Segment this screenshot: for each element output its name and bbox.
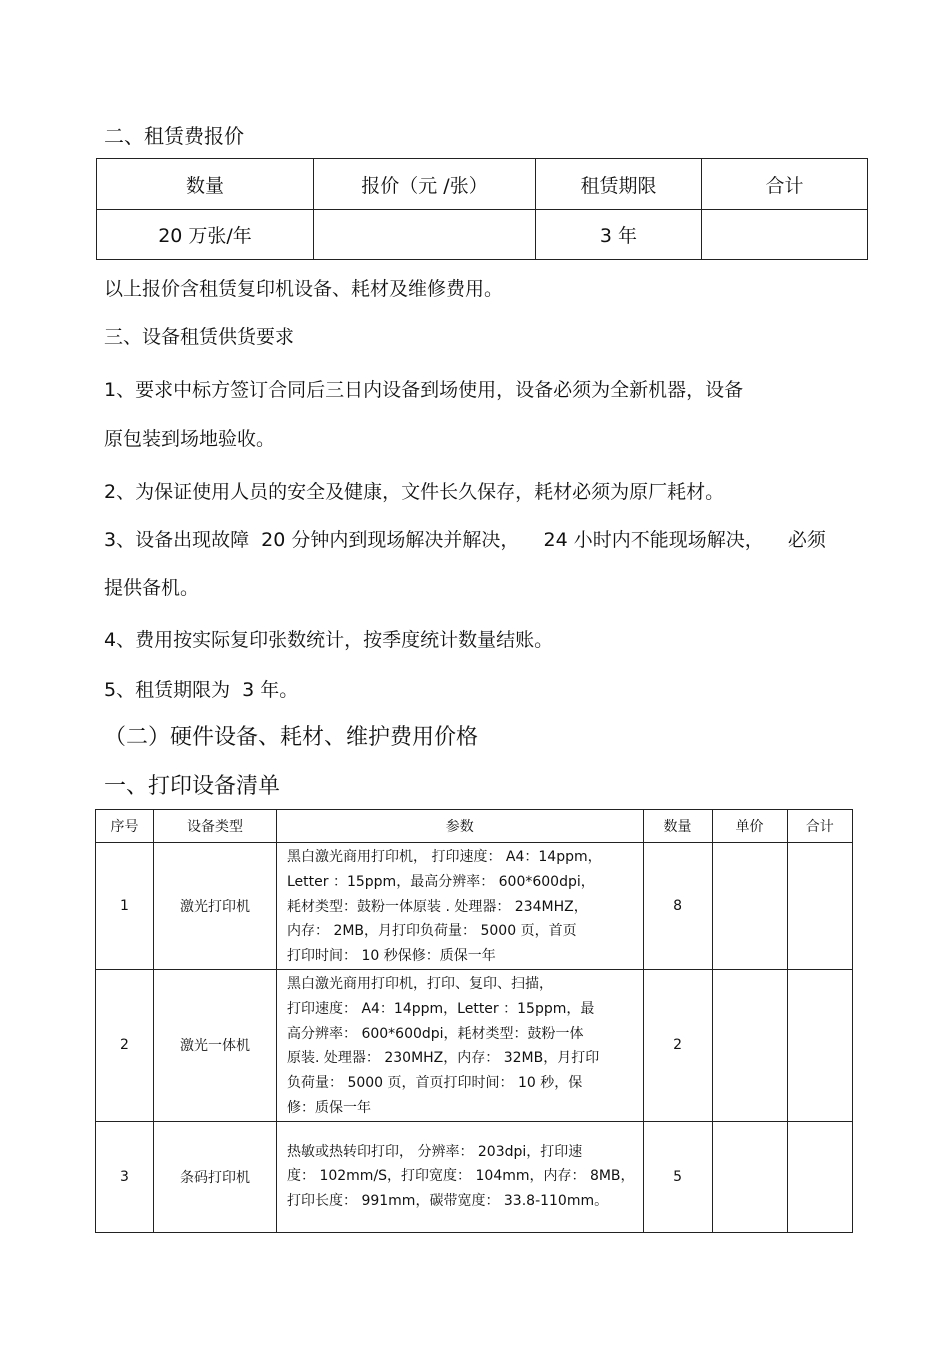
requirement-1-line-2: 原包装到场地验收。 — [104, 428, 276, 450]
cell-total — [787, 1121, 852, 1232]
param-line: 高分辨率： 600*600dpi，耗材类型：鼓粉一体 — [287, 1025, 584, 1042]
cell-total — [702, 210, 868, 260]
cell-qty: 8 — [643, 843, 712, 970]
cell-unit-price — [712, 843, 787, 970]
cell-params — [277, 969, 644, 1121]
param-line: 打印时间： 10 秒保修：质保一年 — [287, 948, 496, 965]
section-title-printer-list: 一、打印设备清单 — [104, 774, 281, 799]
param-line: 负荷量： 5000 页，首页打印时间： 10 秒，保 — [287, 1075, 583, 1092]
requirement-3-line-2: 提供备机。 — [104, 577, 200, 599]
part-title-hardware-prices: （二）硬件设备、耗材、维护费用价格 — [104, 725, 479, 750]
table-header-row — [97, 159, 868, 210]
param-line: 黑白激光商用打印机， 打印速度： A4：14ppm， — [287, 849, 602, 865]
requirement-2: 2、为保证使用人员的安全及健康，文件长久保存，耗材必须为原厂耗材。 — [104, 481, 725, 503]
cell-type: 激光一体机 — [154, 969, 277, 1121]
cell-price — [314, 210, 536, 260]
cell-qty: 5 — [643, 1121, 712, 1232]
header-cell-total: 合计 — [787, 810, 852, 843]
cell-quantity: 20 万张/年 — [97, 210, 314, 260]
cell-unit-price — [712, 969, 787, 1121]
param-line: 度： 102mm/S，打印宽度： 104mm，内存： 8MB， — [287, 1168, 635, 1185]
header-cell-params: 参数 — [277, 810, 644, 843]
param-line: 修：质保一年 — [287, 1099, 371, 1116]
cell-total — [787, 843, 852, 970]
header-cell-term: 租赁期限 — [536, 159, 702, 210]
requirement-1-line-1: 1、要求中标方签订合同后三日内设备到场使用，设备必须为全新机器，设备 — [104, 379, 744, 401]
header-cell-unit-price: 单价 — [712, 810, 787, 843]
cell-type: 激光打印机 — [154, 843, 277, 970]
param-line: 打印长度： 991mm，碳带宽度： 33.8-110mm。 — [287, 1193, 609, 1210]
table-row — [96, 969, 853, 1121]
param-line: 内存： 2MB，月打印负荷量： 5000 页，首页 — [287, 923, 577, 940]
cell-term: 3 年 — [536, 210, 702, 260]
section-title-rent-quote: 二、租赁费报价 — [104, 124, 244, 148]
table-header-row — [96, 810, 853, 843]
param-line: 原装. 处理器： 230MHZ，内存： 32MB，月打印 — [287, 1050, 600, 1067]
cell-params — [277, 1121, 644, 1232]
cell-total — [787, 969, 852, 1121]
requirement-3-line-1: 3、设备出现故障 20 分钟内到现场解决并解决， 24 小时内不能现场解决， 必须 — [104, 529, 826, 551]
header-cell-total: 合计 — [702, 159, 868, 210]
header-cell-qty: 数量 — [643, 810, 712, 843]
cell-unit-price — [712, 1121, 787, 1232]
cell-no: 2 — [96, 969, 154, 1121]
requirement-5: 5、租赁期限为 3 年。 — [104, 679, 299, 701]
cell-no: 1 — [96, 843, 154, 970]
table-row — [97, 210, 868, 260]
header-cell-type: 设备类型 — [154, 810, 277, 843]
header-cell-quantity: 数量 — [97, 159, 314, 210]
param-line: 热敏或热转印打印， 分辨率： 203dpi，打印速 — [287, 1143, 583, 1160]
table-row — [96, 843, 853, 970]
param-line: 打印速度： A4：14ppm，Letter ：15ppm，最 — [287, 1000, 595, 1017]
param-line: 耗材类型：鼓粉一体原装 . 处理器： 234MHZ， — [287, 898, 588, 915]
section-title-supply-requirements: 三、设备租赁供货要求 — [104, 326, 295, 348]
cell-no: 3 — [96, 1121, 154, 1232]
requirement-4: 4、费用按实际复印张数统计，按季度统计数量结账。 — [104, 629, 554, 651]
rent-note: 以上报价含租赁复印机设备、耗材及维修费用。 — [104, 278, 504, 300]
param-line: Letter ：15ppm，最高分辨率： 600*600dpi， — [287, 873, 595, 890]
cell-type: 条码打印机 — [154, 1121, 277, 1232]
rent-quote-table — [96, 158, 868, 260]
header-cell-no: 序号 — [96, 810, 154, 843]
cell-qty: 2 — [643, 969, 712, 1121]
table-row — [96, 1121, 853, 1232]
header-cell-price: 报价（元 /张） — [314, 159, 536, 210]
device-list-table — [95, 809, 853, 1233]
cell-params — [277, 843, 644, 970]
param-line: 黑白激光商用打印机，打印、复印、扫描， — [287, 975, 553, 992]
